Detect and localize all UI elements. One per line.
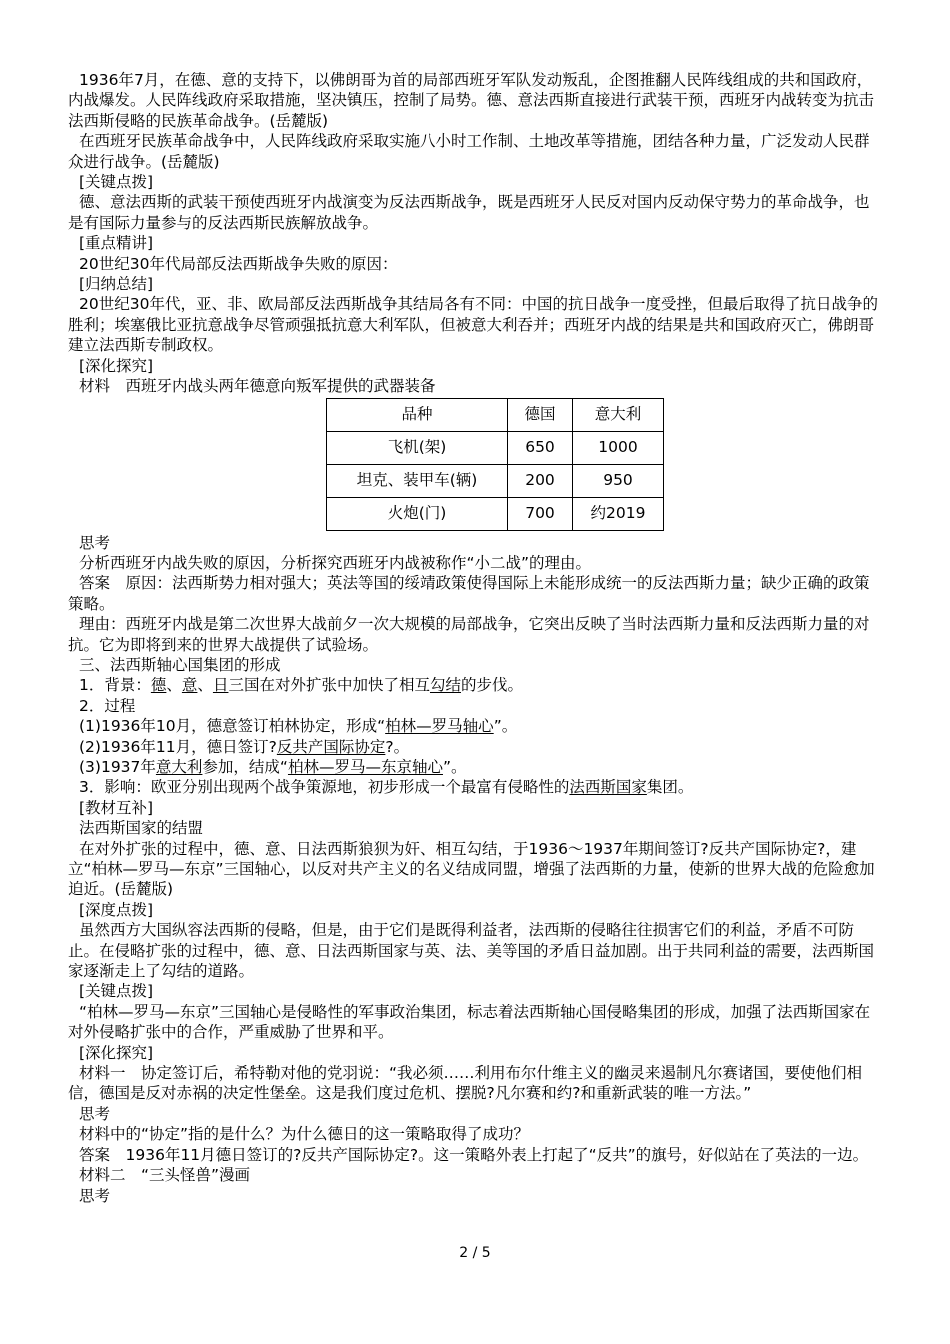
question-text: 分析西班牙内战失败的原因，分析探究西班牙内战被称作“小二战”的理由。	[79, 553, 592, 572]
table-cell: 火炮(门)	[327, 497, 508, 530]
table-cell: 坦克、装甲车(辆)	[327, 464, 508, 497]
subheading-alliance: 法西斯国家的结盟	[79, 819, 204, 838]
table-cell: 200	[508, 464, 573, 497]
section-heading-axis: 三、法西斯轴心国集团的形成	[79, 655, 281, 674]
list-item-background: 1．背景：德、意、日三国在对外扩张中加快了相互勾结的步伐。	[79, 676, 523, 695]
list-item-effect: 3．影响：欧亚分别出现两个战争策源地，初步形成一个最富有侵略性的法西斯国家集团。	[79, 778, 694, 797]
answer-rationale: 理由：西班牙内战是第二次世界大战前夕一次大规模的局部战争，它突出反映了当时法西斯力量和反法西斯力量的对抗。它为即将到来的世界大战提供了试验场。	[68, 615, 870, 654]
question-agreement: 材料中的“协定”指的是什么？为什么德日的这一策略取得了成功？	[79, 1125, 530, 1144]
material-one: 材料一 协定签订后，希特勒对他的党羽说：“我必须……利用布尔什维主义的幽灵来遏制凡尔赛诸国，要使他们相信，德国是反对赤祸的决定性堡垒。这是我们度过危机、摆脱?凡尔赛和约?和重新武装的唯一方法。”	[68, 1064, 863, 1103]
label-think-3: 思考	[79, 1186, 111, 1205]
table-cell: 飞机(架)	[327, 431, 508, 464]
table-header-cell: 品种	[327, 398, 508, 431]
table-container	[68, 398, 884, 531]
material-caption: 材料 西班牙内战头两年德意向叛军提供的武器装备	[79, 377, 436, 396]
weapons-table	[326, 398, 664, 531]
table-row	[327, 431, 664, 464]
paragraph-depth: 虽然西方大国纵容法西斯的侵略，但是，由于它们是既得利益者，法西斯的侵略往往损害它们的利益，矛盾不可防止。在侵略扩张的过程中，德、意、日法西斯国家与英、法、美等国的矛盾日益加剧。出于共同利益的需要，法西斯国家逐渐走上了勾结的道路。	[68, 921, 875, 981]
table-header-cell: 意大利	[573, 398, 664, 431]
table-cell: 950	[573, 464, 664, 497]
paragraph-revolutionary-war: 在西班牙民族革命战争中，人民阵线政府采取实施八小时工作制、土地改革等措施，团结各种力量，广泛发动人民群众进行战争。(岳麓版)	[68, 132, 870, 171]
document-body	[68, 70, 884, 1206]
paragraph-summary: 20世纪30年代，亚、非、欧局部反法西斯战争其结局各有不同：中国的抗日战争一度受挫，但最后取得了抗日战争的胜利；埃塞俄比亚抗意战争尽管顽强抵抗意大利军队，但被意大利吞并；西班牙内战的结果是共和国政府灭亡，佛朗哥建立法西斯专制政权。	[68, 295, 878, 355]
section-key-points: [关键点拨]	[79, 173, 154, 192]
paragraph-axis-significance: “柏林—罗马—东京”三国轴心是侵略性的军事政治集团，标志着法西斯轴心国侵略集团的形成，加强了法西斯国家在对外侵略扩张中的合作，严重威胁了世界和平。	[68, 1002, 871, 1042]
table-header-row	[327, 398, 664, 431]
section-textbook-supplement: [教材互补]	[79, 798, 154, 817]
answer-agreement: 答案 1936年11月德日签订的?反共产国际协定?。这一策略外表上打起了“反共”的旗号，好似站在了英法的一边。	[79, 1145, 869, 1164]
section-focus: [重点精讲]	[79, 234, 154, 253]
table-cell: 1000	[573, 431, 664, 464]
table-cell: 650	[508, 431, 573, 464]
section-depth-points: [深度点拨]	[79, 900, 154, 919]
section-summary: [归纳总结]	[79, 275, 154, 294]
table-cell: 700	[508, 497, 573, 530]
section-deep-inquiry-2: [深化探究]	[79, 1043, 154, 1062]
paragraph-civil-war-outbreak: 1936年7月，在德、意的支持下，以佛朗哥为首的局部西班牙军队发动叛乱，企图推翻人民阵线组成的共和国政府，内战爆发。人民阵线政府采取措施，坚决镇压，控制了局势。德、意法西斯直接进行武装干预，西班牙内战转变为抗击法西斯侵略的民族革命战争。(岳麓版)	[68, 71, 875, 130]
section-key-points-2: [关键点拨]	[79, 982, 154, 1001]
page-number: 2 / 5	[459, 1245, 491, 1261]
table-row	[327, 497, 664, 530]
section-deep-inquiry: [深化探究]	[79, 356, 154, 375]
paragraph-failure-reasons: 20世纪30年代局部反法西斯战争失败的原因：	[79, 254, 398, 273]
table-row	[327, 464, 664, 497]
list-item-process: 2．过程	[79, 696, 136, 715]
process-step-3: (3)1937年意大利参加，结成“柏林—罗马—东京轴心”。	[79, 757, 467, 776]
paragraph-key-points: 德、意法西斯的武装干预使西班牙内战演变为反法西斯战争，既是西班牙人民反对国内反动保守势力的革命战争，也是有国际力量参与的反法西斯民族解放战争。	[68, 193, 870, 232]
answer-reasons: 答案 原因：法西斯势力相对强大；英法等国的绥靖政策使得国际上未能形成统一的反法西斯力量；缺少正确的政策策略。	[68, 574, 870, 613]
table-cell: 约2019	[573, 497, 664, 530]
label-think: 思考	[79, 533, 111, 552]
table-header-cell: 德国	[508, 398, 573, 431]
label-think-2: 思考	[79, 1104, 111, 1123]
material-two: 材料二 “三头怪兽”漫画	[79, 1166, 251, 1185]
paragraph-alliance: 在对外扩张的过程中，德、意、日法西斯狼狈为奸、相互勾结，于1936～1937年期间签订?反共产国际协定?，建立“柏林—罗马—东京”三国轴心，以反对共产主义的名义结成同盟，增强了法西斯的力量，使新的世界大战的危险愈加迫近。(岳麓版)	[68, 839, 875, 899]
process-step-2: (2)1936年11月，德日签订?反共产国际协定?。	[79, 737, 410, 756]
process-step-1: (1)1936年10月，德意签订柏林协定，形成“柏林—罗马轴心”。	[79, 717, 518, 736]
